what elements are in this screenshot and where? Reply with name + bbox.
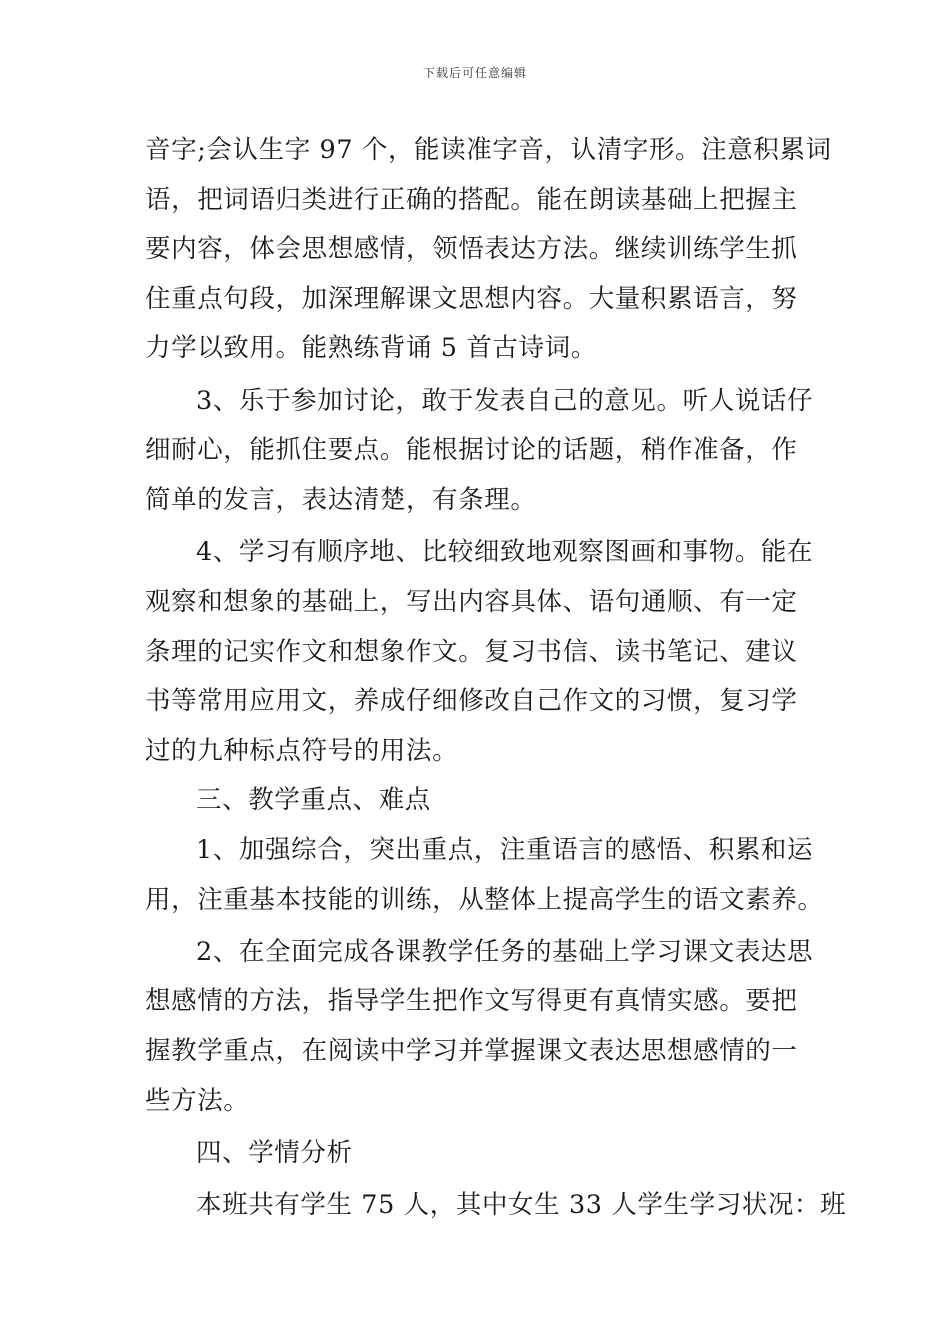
text-line: 书等常用应用文，养成仔细修改自己作文的习惯，复习学 xyxy=(145,686,798,717)
text-line: 细耐心，能抓住要点。能根据讨论的话题，稍作准备，作 xyxy=(145,435,798,466)
text-line: 本班共有学生 75 人，其中女生 33 人学生学习状况：班 xyxy=(196,1190,847,1221)
text-line: 些方法。 xyxy=(145,1085,250,1116)
text-line: 3、乐于参加讨论，敢于发表自己的意见。听人说话仔 xyxy=(196,385,814,416)
text-line: 4、学习有顺序地、比较细致地观察图画和事物。能在 xyxy=(196,537,814,568)
paragraph-item-4 xyxy=(145,528,817,776)
paragraph-item-3 xyxy=(145,377,817,526)
page-header: 下载后可任意编辑 xyxy=(422,66,527,80)
text-line: 住重点句段，加深理解课文思想内容。大量积累语言，努 xyxy=(145,283,798,314)
text-line: 条理的记实作文和想象作文。复习书信、读书笔记、建议 xyxy=(145,636,798,667)
text-line: 简单的发言，表达清楚，有条理。 xyxy=(145,484,537,515)
text-line: 用，注重基本技能的训练，从整体上提高学生的语文素养。 xyxy=(145,884,824,915)
section-heading-3 xyxy=(145,776,817,826)
paragraph-student-analysis xyxy=(145,1181,847,1231)
section-heading: 四、学情分析 xyxy=(196,1138,353,1169)
document-body xyxy=(145,126,847,1231)
text-line: 想感情的方法，指导学生把作文写得更有真情实感。要把 xyxy=(145,986,798,1017)
section-heading: 三、教学重点、难点 xyxy=(196,785,431,816)
paragraph-1 xyxy=(145,126,832,374)
text-line: 握教学重点，在阅读中学习并掌握课文表达思想感情的一 xyxy=(145,1036,798,1067)
text-line: 2、在全面完成各课教学任务的基础上学习课文表达思 xyxy=(196,936,814,967)
paragraph-focus-2 xyxy=(145,928,817,1126)
text-line: 要内容，体会思想感情，领悟表达方法。继续训练学生抓 xyxy=(145,234,798,265)
text-line: 过的九种标点符号的用法。 xyxy=(145,735,459,766)
text-line: 观察和想象的基础上，写出内容具体、语句通顺、有一定 xyxy=(145,586,798,617)
text-line: 语，把词语归类进行正确的搭配。能在朗读基础上把握主 xyxy=(145,184,798,215)
paragraph-focus-1 xyxy=(145,826,824,925)
text-line: 音字;会认生字 97 个，能读准字音，认清字形。注意积累词 xyxy=(145,135,832,165)
text-line: 1、加强综合，突出重点，注重语言的感悟、积累和运 xyxy=(196,834,814,865)
section-heading-4 xyxy=(145,1129,817,1179)
text-line: 力学以致用。能熟练背诵 5 首古诗词。 xyxy=(145,333,597,364)
